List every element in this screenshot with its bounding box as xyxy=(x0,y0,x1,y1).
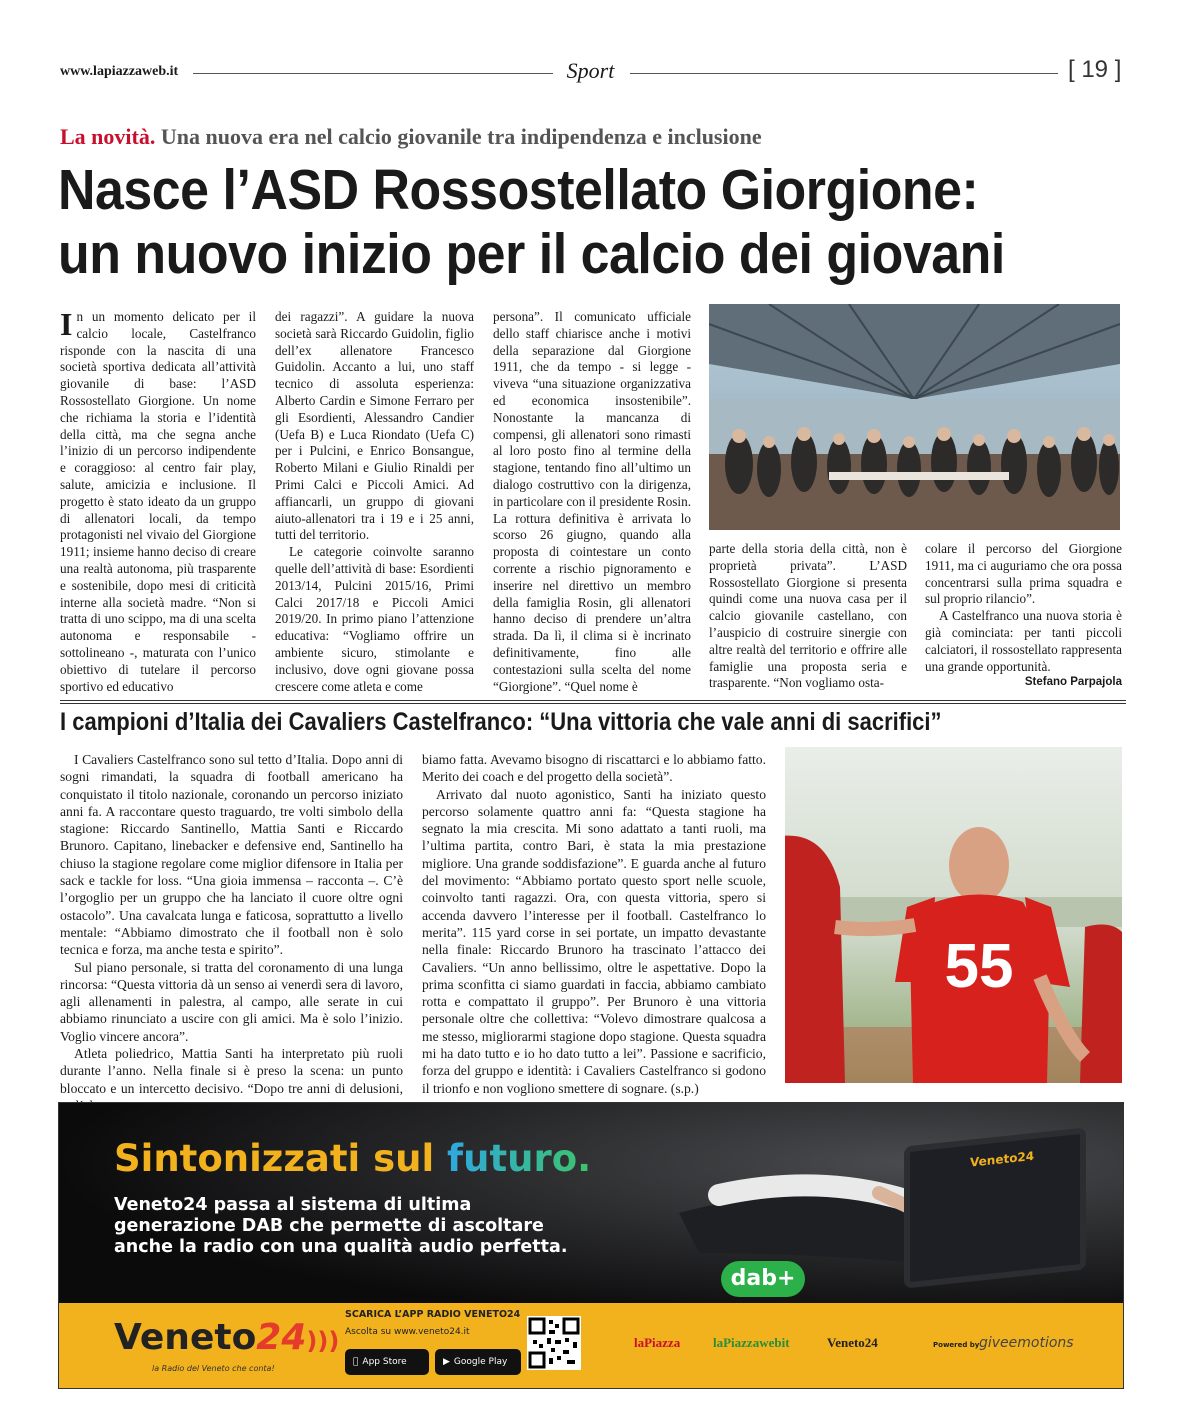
powered-by-label: Powered by xyxy=(933,1341,980,1349)
site-url[interactable]: www.lapiazzaweb.it xyxy=(60,64,179,79)
paragraph: colare il percorso del Giorgione 1911, ma ci auguriamo che ora possa concentrarsi sulla prima squadra e sul proprio rilancio”. xyxy=(925,541,1122,607)
page-number: [ 19 ] xyxy=(1068,56,1122,83)
app-download-title: SCARICA L’APP RADIO VENETO24 xyxy=(345,1309,521,1320)
paragraph: biamo fatta. Avevamo bisogno di riscattarci e lo abbiamo fatto. Merito dei coach e del progetto della società”. xyxy=(422,752,766,785)
dropcap: I xyxy=(60,306,73,342)
paragraph: n un momento delicato per il calcio locale, Castelfranco risponde con la nascita di una società sportiva dedicata all’attività giovanile di base: l’ASD Rossostellato Giorgione. Un nome che richiama la storia e l’identità della città, ma che segna anche l’inizio di un percorso indipendente e coraggioso: al centro fair play, salute, amicizia e inclusione. Il progetto è stato ideato da un gruppo di allenatori locali, da tempo protagonisti nel vivaio del Giorgione 1911; insieme hanno deciso di creare una realtà autonoma, più trasparente e sostenibile, dopo mesi di criticità interne alla società madre. “Non si tratta di uno scippo, ma di una scelta autonoma e responsabile - sottolineano -, maturata con l’unico obiettivo di tutelare il percorso sportivo ed educativo xyxy=(60,309,256,694)
google-play-button[interactable]: ▶ Google Play xyxy=(435,1349,521,1375)
article2-column-2 xyxy=(422,751,766,1097)
headline-2: I campioni d’Italia dei Cavaliers Castelfranco: “Una vittoria che vale anni di sacrifici” xyxy=(60,708,942,736)
kicker-text: Una nuova era nel calcio giovanile tra indipendenza e inclusione xyxy=(160,124,762,149)
paragraph: persona”. Il comunicato ufficiale dello staff chiarisce anche i motivi della separazione dal Giorgione 1911, che da tempo - si legge - viveva “una situazione organizzativa ed economica insostenibile”. Nonostante la mancanza di compensi, gli allenatori sono rimasti al loro posto fino al termine della stagione, tentando fino all’ultimo un dialogo costruttivo con la dirigenza, in particolare con il presidente Rosin. La rottura definitiva è arrivata lo scorso 26 giugno, quando alla proposta di cointestare un conto corrente a rischio pignoramento e inserire nel direttivo un membro della famiglia Rosin, gli allenatori hanno deciso di prendere un’altra strada. Da lì, il clima si è incrinato definitivamente, fino alle contestazioni sulla scelta del nome “Giorgione”. “Quel nome è xyxy=(493,309,691,694)
paragraph: I Cavaliers Castelfranco sono sul tetto d’Italia. Dopo anni di sogni rimandati, la squadra di football americano ha conquistato il titolo nazionale, coronando un percorso iniziato anni fa. A raccontare questo traguardo, tre volti simbolo della stagione: Riccardo Santinello, Mattia Santi e Riccardo Brunoro. Capitano, linebacker e defensive end, Santinello ha chiuso la stagione regolare come miglior difensore in Italia per sack e tackle for loss. “Una gioia immensa – racconta –. C’è l’orgoglio per un gruppo che ha lanciato il cuore oltre ogni ostacolo”. Una cavalcata lunga e faticosa, soprattutto a livello mentale: “Abbiamo dimostrato che il football non è solo tecnica e forza, ma anche testa e spirito”. xyxy=(60,752,403,958)
brand-lapiazzaweb: laPiazzawebit xyxy=(713,1335,790,1350)
paragraph: Sul piano personale, si tratta del coronamento di una lunga rincorsa: “Questa vittoria dà un senso ai venerdì sera di lavoro, agli allenamenti in palestra, al campo, alle serate in cui abbiamo rinunciato a uscire con gli amici. Ma è solo l’inizio. Voglio vincere ancora”. xyxy=(60,959,403,1044)
brand-giveemotions: giveemotions xyxy=(979,1335,1074,1351)
app-store-button[interactable]: App Store xyxy=(345,1349,429,1375)
photo-team-gathering xyxy=(709,304,1120,530)
paragraph: A Castelfranco una nuova storia è già cominciata: per tanti piccoli calciatori, il rossostellato rappresenta una grande opportunità. xyxy=(925,608,1122,674)
headline xyxy=(58,158,1032,286)
screen-logo: Veneto24 xyxy=(970,1148,1035,1170)
paragraph: Arrivato dal nuoto agonistico, Santi ha iniziato questo percorso solamente quattro anni fa: “Questa stagione ha segnato la mia crescita. Mi sono adattato a tanti ruoli, ma l’ultima partita, contro Bari, è stata la mia prestazione migliore. Una grande soddisfazione”. E guarda anche al futuro del movimento: “Abbiamo portato questo sport nelle scuole, coinvolto tanti ragazzi. Ora, con questa vittoria, spero si accenda davvero l’interesse per il football. Castelfranco lo merita”. 115 yard corse in sei portate, un impatto devastante nella finale: Riccardo Brunoro ha trascinato l’attacco dei Cavaliers. “Un anno bellissimo, oltre le aspettative. Dopo la prima sconfitta ci siamo guardati in faccia, abbiamo cambiato rotta e compattato il gruppo”. Per Brunoro è una vittoria personale oltre che collettiva: “Volevo dimostrare qualcosa a me stesso, migliorarmi stagione dopo stagione. Questa squadra mi ha dato tutto e io ho dato tutto a lei”. Passione e sacrificio, forza del gruppo e identità: i Cavaliers Castelfranco si godono il trionfo e non vogliono smettere di sognare. (s.p.) xyxy=(422,786,766,1096)
article1-column-5 xyxy=(925,541,1122,675)
play-icon: ▶ xyxy=(443,1357,450,1367)
paragraph: parte della storia della città, non è proprietà privata”. L’ASD Rossostellato Giorgione si presenta quindi come una nuova casa per il calcio giovanile castellano, con l’auspicio di costruire sinergie con altre realtà del territorio e offrire alle famiglie una proposta seria e trasparente. “Non vogliamo osta- xyxy=(709,541,907,691)
kicker-label: La novità. xyxy=(60,124,156,149)
section-divider xyxy=(60,700,1126,704)
headline-line-2: un nuovo inizio per il calcio dei giovani xyxy=(58,222,1005,286)
paragraph: dei ragazzi”. A guidare la nuova società sarà Riccardo Guidolin, figlio dell’ex allenatore Francesco Guidolin. Accanto a lui, uno staff tecnico di assoluta esperienza: Alberto Cardin e Simone Ferraro per gli Esordienti, Alessandro Candier (Uefa B) e Luca Riondato (Uefa C) per i Pulcini, e Enrico Bonsangue, Roberto Milani e Giulio Rinaldi per Primi Calci e Piccoli Amici. Ad affiancarli, un gruppo di giovani aiuto-allenatori tra i 19 e i 25 anni, tutti del territorio. xyxy=(275,309,474,543)
brand-lapiazza: laPiazza xyxy=(634,1335,681,1350)
dab-plus-logo: dab+ xyxy=(721,1261,805,1297)
section-title: Sport xyxy=(0,58,1181,84)
apple-icon xyxy=(353,1357,358,1367)
veneto24-tagline: la Radio del Veneto che conta! xyxy=(152,1364,275,1373)
article2-column-1 xyxy=(60,751,403,1114)
advertisement-banner[interactable] xyxy=(58,1102,1124,1389)
car-screen xyxy=(904,1127,1086,1288)
ad-headline: Sintonizzati sul futuro. xyxy=(114,1137,592,1180)
veneto24-logo[interactable]: Veneto24))) xyxy=(114,1317,340,1358)
article1-column-3 xyxy=(493,309,691,695)
jersey-number-text: 55 xyxy=(944,932,1014,1001)
brand-veneto24: Veneto24 xyxy=(827,1335,878,1350)
app-download-subtitle[interactable]: Ascolta su www.veneto24.it xyxy=(345,1327,470,1337)
ad-body: Veneto24 passa al sistema di ultima generazione DAB che permette di ascoltare anche la radio con una qualità audio perfetta. xyxy=(114,1195,568,1257)
article1-column-4 xyxy=(709,541,907,692)
byline: Stefano Parpajola xyxy=(1024,676,1122,688)
paragraph: Le categorie coinvolte saranno quelle dell’attività di base: Esordienti 2013/14, Pulcini 2015/16, Primi Calci 2017/18 e Piccoli Amici 2019/20. In primo piano l’attenzione educativa: “Vogliamo offrire un ambiente sicuro, stimolante e inclusivo, dove ogni giovane possa crescere come atleta e come xyxy=(275,544,474,694)
kicker xyxy=(60,124,762,150)
qr-code[interactable] xyxy=(527,1316,581,1370)
paragraph: Atleta poliedrico, Mattia Santi ha interpretato più ruoli durante l’anno. Nella finale si è preso la scena: un punto bloccato e un intercetto decisivo. “Dopo tre anni di delusioni, xyxy=(60,1046,403,1096)
article1-column-2 xyxy=(275,309,474,695)
photo-football-player xyxy=(785,747,1122,1083)
article1-column-1 xyxy=(60,306,256,695)
headline-line-1: Nasce l’ASD Rossostellato Giorgione: xyxy=(58,158,979,222)
